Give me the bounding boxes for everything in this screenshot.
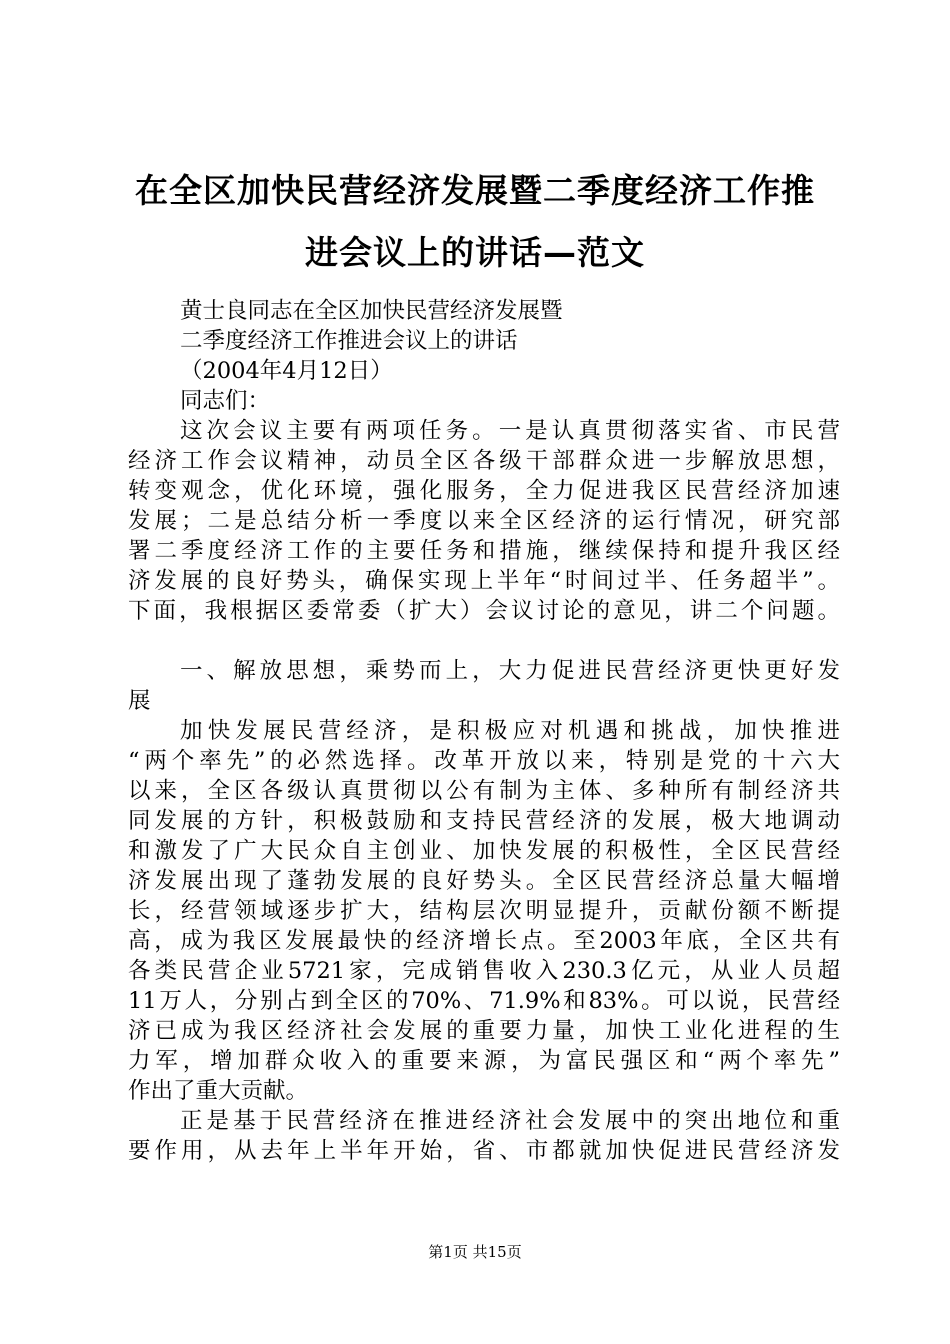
paragraph-line: 转变观念，优化环境，强化服务，全力促进我区民营经济加速: [128, 478, 840, 504]
paragraph-line: 济已成为我区经济社会发展的重要力量，加快工业化进程的生: [128, 1018, 840, 1044]
paragraph-line: 加快发展民营经济，是积极应对机遇和挑战，加快推进: [180, 718, 840, 744]
paragraph-1: [128, 416, 840, 626]
paragraph-line: 长，经营领域逐步扩大，结构层次明显提升，贡献份额不断提: [128, 898, 840, 924]
paragraph-line: 这次会议主要有两项任务。一是认真贯彻落实省、市民营: [180, 418, 840, 444]
paragraph-line: 和激发了广大民众自主创业、加快发展的积极性，全区民营经: [128, 838, 840, 864]
paragraph-line: 高，成为我区发展最快的经济增长点。至2003年底，全区共有: [128, 928, 840, 954]
page-footer: 第1页 共15页: [428, 1243, 522, 1261]
document-title: [110, 160, 840, 284]
paragraph-line: 发展；二是总结分析一季度以来全区经济的运行情况，研究部: [128, 508, 840, 534]
paragraph-line: 作出了重大贡献。: [128, 1078, 309, 1104]
section-heading-line: 展: [128, 688, 151, 714]
title-line: 进会议上的讲话—范文: [305, 233, 645, 272]
meeting-line: 二季度经济工作推进会议上的讲话: [180, 328, 518, 354]
salutation: 同志们：: [180, 388, 271, 414]
document-body: [128, 296, 840, 1166]
blank-line: [128, 626, 840, 656]
paragraph-line: 11万人，分别占到全区的70%、71.9%和83%。可以说，民营经: [128, 988, 840, 1014]
paragraph-line: 要作用，从去年上半年开始，省、市都就加快促进民营经济发: [128, 1138, 840, 1164]
paragraph-2: [128, 716, 840, 1106]
paragraph-line: 署二季度经济工作的主要任务和措施，继续保持和提升我区经: [128, 538, 840, 564]
paragraph-line: 济发展的良好势头，确保实现上半年“时间过半、任务超半”。: [128, 568, 840, 594]
paragraph-line: 各类民营企业5721家，完成销售收入230.3亿元，从业人员超: [128, 958, 840, 984]
date-line: （2004年4月12日）: [180, 358, 393, 384]
paragraph-line: 经济工作会议精神，动员全区各级干部群众进一步解放思想，: [128, 448, 840, 474]
paragraph-line: 以来，全区各级认真贯彻以公有制为主体、多种所有制经济共: [128, 778, 840, 804]
paragraph-line: 同发展的方针，积极鼓励和支持民营经济的发展，极大地调动: [128, 808, 840, 834]
paragraph-line: 力军，增加群众收入的重要来源，为富民强区和“两个率先”: [128, 1048, 840, 1074]
paragraph-line: 济发展出现了蓬勃发展的良好势头。全区民营经济总量大幅增: [128, 868, 840, 894]
title-line: 在全区加快民营经济发展暨二季度经济工作推: [135, 171, 815, 210]
section-heading-line: 一、解放思想，乘势而上，大力促进民营经济更快更好发: [180, 658, 840, 684]
paragraph-line: 下面，我根据区委常委（扩大）会议讨论的意见，讲二个问题。: [128, 598, 840, 624]
paragraph-3: [128, 1106, 840, 1166]
section-heading-1: [128, 656, 840, 716]
paragraph-line: “两个率先”的必然选择。改革开放以来，特别是党的十六大: [128, 748, 840, 774]
paragraph-line: 正是基于民营经济在推进经济社会发展中的突出地位和重: [180, 1108, 840, 1134]
speaker-line: 黄士良同志在全区加快民营经济发展暨: [180, 298, 563, 324]
